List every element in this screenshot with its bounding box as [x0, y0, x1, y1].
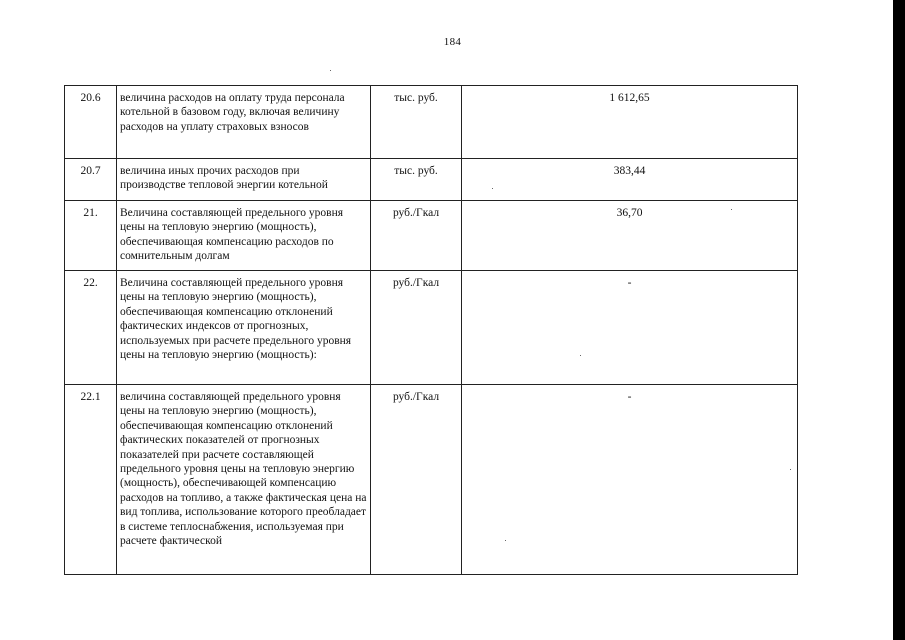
row-description: величина иных прочих расходов при производстве тепловой энергии котельной [117, 159, 371, 201]
row-number: 22. [65, 271, 117, 385]
table-row [65, 159, 798, 201]
row-unit: тыс. руб. [371, 86, 462, 159]
row-number: 20.7 [65, 159, 117, 201]
row-value: 1 612,65 [462, 86, 798, 159]
tariff-table [64, 85, 798, 575]
table-row [65, 271, 798, 385]
scan-speck [790, 469, 791, 470]
row-description: величина расходов на оплату труда персонала котельной в базовом году, включая величину расходов на уплату страховых взносов [117, 86, 371, 159]
row-number: 22.1 [65, 385, 117, 575]
row-value: 36,70 [462, 201, 798, 271]
table-row [65, 385, 798, 575]
row-description: величина составляющей предельного уровня цены на тепловую энергию (мощность), обеспечивающая компенсацию отклонений фактических показателей от прогнозных показателей при расчете составляющей предельного уровня цены на тепловую энергию (мощность), обеспечивающей компенсацию расходов на топливо, а также фактическая цена на вид топлива, использование которого преобладает в системе теплоснабжения, используемая при расчете фактической [117, 385, 371, 575]
row-number: 21. [65, 201, 117, 271]
scan-speck [330, 70, 331, 71]
scan-speck [731, 209, 732, 210]
table-row [65, 86, 798, 159]
row-unit: руб./Гкал [371, 201, 462, 271]
row-value: - [462, 385, 798, 575]
row-description: Величина составляющей предельного уровня цены на тепловую энергию (мощность), обеспечивающая компенсацию отклонений фактических индексов от прогнозных, используемых при расчете предельного уровня цены на тепловую энергию (мощность): [117, 271, 371, 385]
scan-edge-border [893, 0, 905, 640]
row-value: 383,44 [462, 159, 798, 201]
page-number: 184 [443, 36, 462, 48]
scan-speck [580, 355, 581, 356]
row-description: Величина составляющей предельного уровня цены на тепловую энергию (мощность), обеспечивающая компенсацию расходов по сомнительным долгам [117, 201, 371, 271]
row-unit: руб./Гкал [371, 385, 462, 575]
row-value: - [462, 271, 798, 385]
scan-speck [505, 540, 506, 541]
row-unit: руб./Гкал [371, 271, 462, 385]
scan-speck [492, 188, 493, 189]
row-unit: тыс. руб. [371, 159, 462, 201]
row-number: 20.6 [65, 86, 117, 159]
table-row [65, 201, 798, 271]
